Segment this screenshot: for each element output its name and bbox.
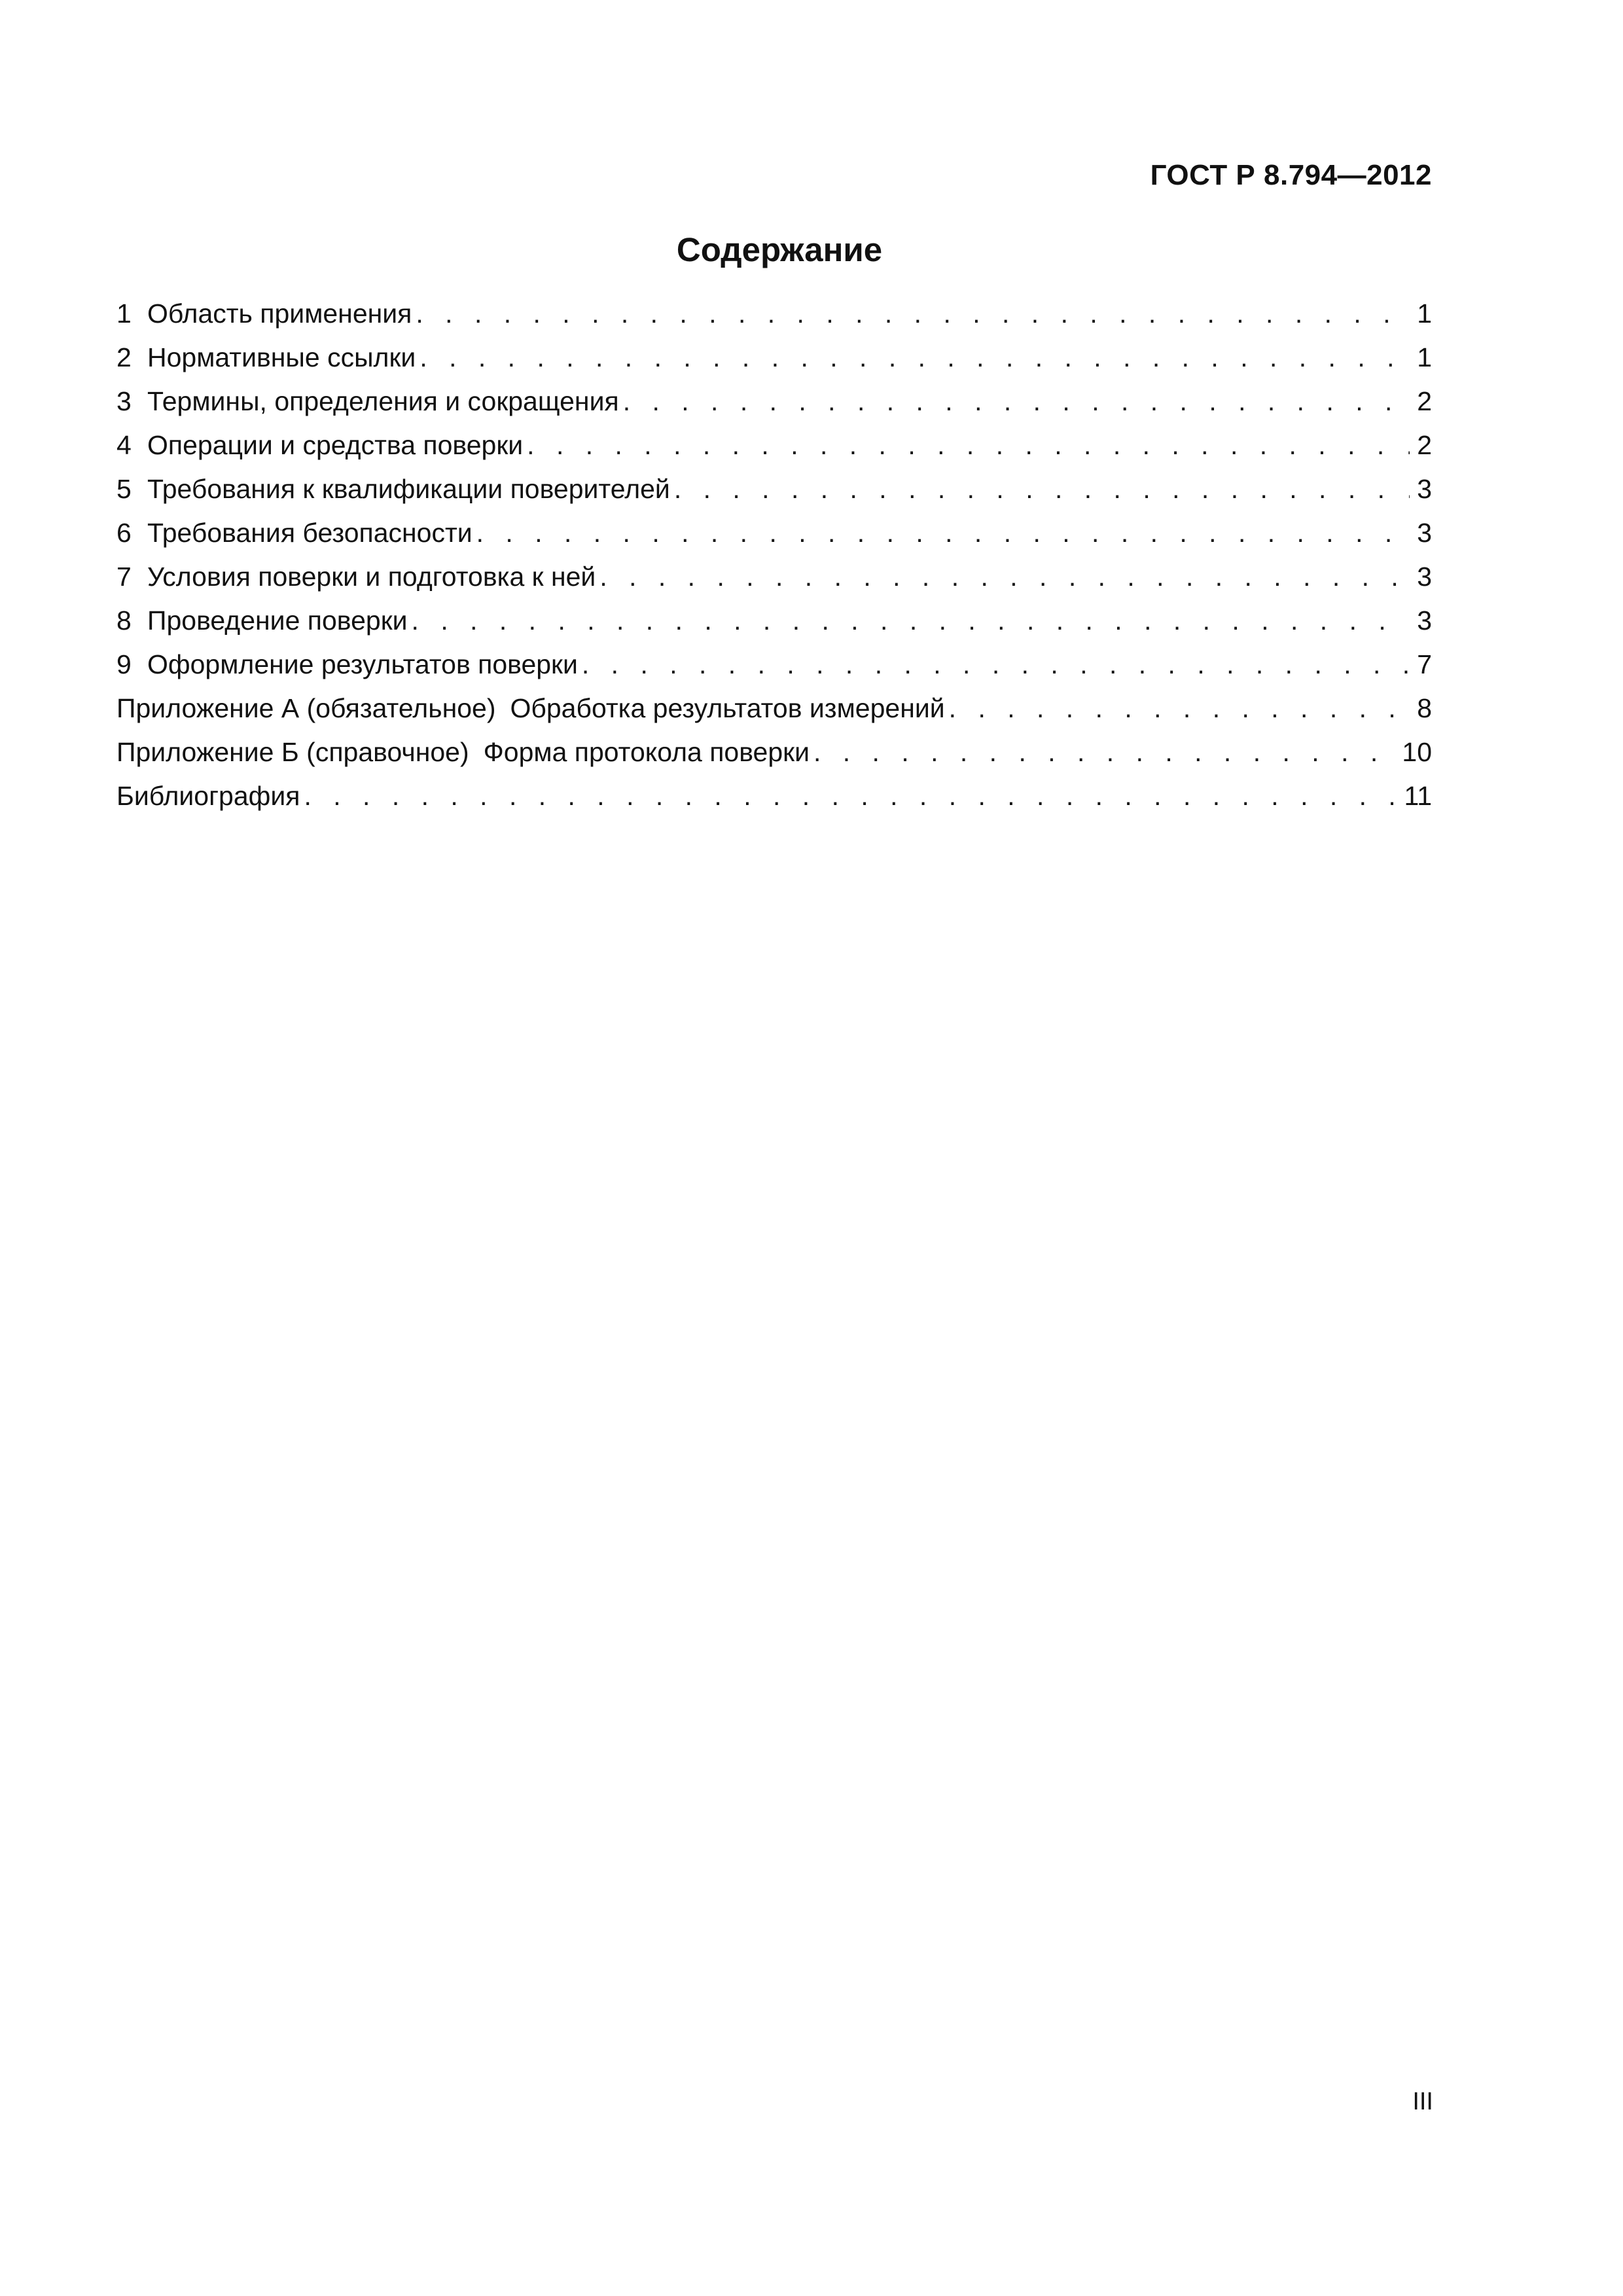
- appendix-prefix: Приложение Б (справочное): [116, 737, 469, 767]
- dot-leader: [599, 561, 1410, 593]
- toc-entry[interactable]: [116, 473, 1432, 517]
- toc-entry-label: Операции и средства поверки: [147, 430, 524, 460]
- toc-entry-page: 1: [1417, 298, 1432, 329]
- toc-entry-label: Область применения: [147, 298, 412, 329]
- dot-leader: [416, 298, 1410, 330]
- toc-entry-label: Нормативные ссылки: [147, 342, 416, 372]
- toc-entry-label: Требования к квалификации поверителей: [147, 474, 670, 504]
- table-of-contents: [116, 298, 1432, 824]
- toc-entry-label: Условия поверки и подготовка к ней: [147, 562, 596, 592]
- toc-entry-label: Проведение поверки: [147, 605, 408, 636]
- toc-appendix-entry[interactable]: [116, 736, 1432, 780]
- toc-entry-label: Термины, определения и сокращения: [147, 386, 619, 416]
- toc-entry[interactable]: [116, 298, 1432, 342]
- toc-entry-label: Библиография: [116, 781, 300, 811]
- toc-entry-label: Требования безопасности: [147, 518, 473, 548]
- toc-entry-page: 1: [1417, 342, 1432, 372]
- dot-leader: [419, 342, 1410, 374]
- toc-entry-number: 4: [116, 430, 132, 460]
- toc-entry-page: 3: [1417, 518, 1432, 548]
- dot-leader: [623, 386, 1410, 418]
- dot-leader: [527, 429, 1410, 461]
- toc-entry-label: Обработка результатов измерений: [510, 693, 945, 723]
- toc-entry-page: 7: [1417, 649, 1432, 679]
- dot-leader: [476, 517, 1410, 549]
- toc-entry-number: 8: [116, 605, 132, 636]
- dot-leader: [674, 473, 1410, 505]
- toc-entry-number: 1: [116, 298, 132, 329]
- toc-bibliography-entry[interactable]: [116, 780, 1432, 824]
- toc-title: Содержание: [676, 231, 883, 268]
- toc-entry-page: 2: [1417, 430, 1432, 460]
- toc-entry-number: 3: [116, 386, 132, 416]
- dot-leader: [412, 605, 1410, 637]
- toc-entry[interactable]: [116, 429, 1432, 473]
- document-code: ГОСТ Р 8.794—2012: [1150, 159, 1432, 191]
- page-number: III: [1412, 2088, 1433, 2115]
- toc-entry-page: 3: [1417, 562, 1432, 592]
- toc-entry-number: 2: [116, 342, 132, 372]
- toc-entry-label: Оформление результатов поверки: [147, 649, 578, 679]
- toc-entry[interactable]: [116, 386, 1432, 429]
- toc-appendix-entry[interactable]: [116, 692, 1432, 736]
- dot-leader: [813, 736, 1395, 768]
- toc-entry-label: Форма протокола поверки: [483, 737, 810, 767]
- appendix-prefix: Приложение А (обязательное): [116, 693, 496, 723]
- toc-entry-number: 6: [116, 518, 132, 548]
- toc-entry-page: 3: [1417, 605, 1432, 636]
- dot-leader: [304, 780, 1397, 812]
- dot-leader: [582, 649, 1410, 681]
- dot-leader: [949, 692, 1410, 725]
- toc-entry-page: 2: [1417, 386, 1432, 416]
- toc-entry-page: 3: [1417, 474, 1432, 504]
- toc-entry[interactable]: [116, 605, 1432, 649]
- toc-entry[interactable]: [116, 342, 1432, 386]
- toc-entry[interactable]: [116, 561, 1432, 605]
- toc-entry-number: 7: [116, 562, 132, 592]
- toc-entry[interactable]: [116, 517, 1432, 561]
- toc-entry-page: 11: [1404, 781, 1432, 811]
- toc-entry-number: 9: [116, 649, 132, 679]
- toc-entry[interactable]: [116, 649, 1432, 692]
- toc-entry-page: 10: [1402, 737, 1432, 767]
- toc-entry-page: 8: [1417, 693, 1432, 723]
- toc-entry-number: 5: [116, 474, 132, 504]
